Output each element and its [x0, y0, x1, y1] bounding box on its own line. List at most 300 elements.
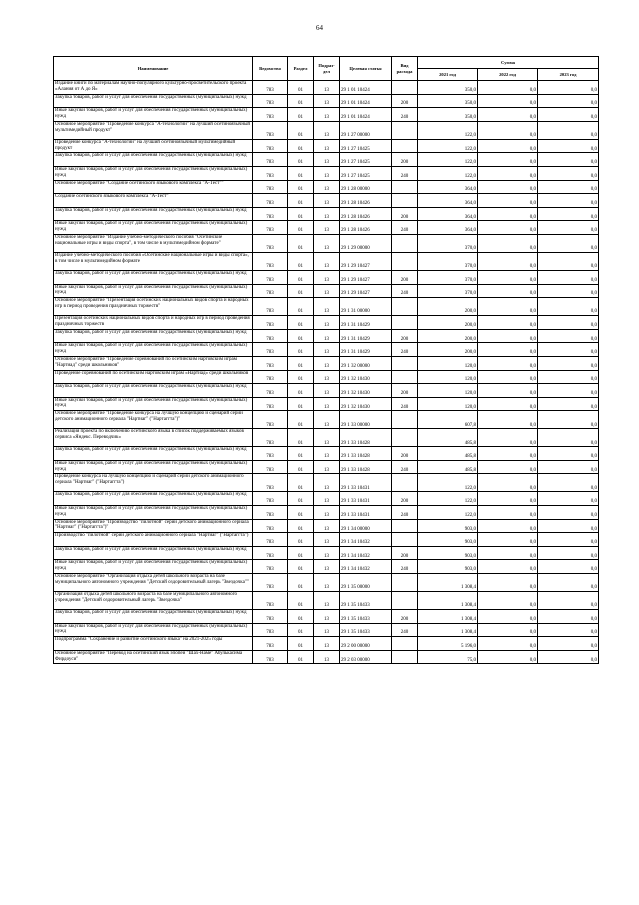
row-exptype: [392, 316, 418, 330]
row-subsection: 13: [314, 447, 340, 461]
row-2021: 370,0: [418, 270, 478, 284]
row-2021: 903,0: [418, 560, 478, 574]
row-exptype: 240: [392, 166, 418, 180]
row-2023: 0,0: [538, 574, 599, 592]
row-target: 29 1 34 00000: [340, 519, 392, 533]
row-2022: 0,0: [478, 356, 538, 370]
row-subsection: 13: [314, 411, 340, 429]
row-subsection: 13: [314, 574, 340, 592]
row-2022: 0,0: [478, 108, 538, 122]
row-target: 29 1 28 10426: [340, 194, 392, 208]
header-name: Наименование: [54, 57, 253, 81]
row-exptype: [392, 81, 418, 95]
row-2021: 122,0: [418, 121, 478, 139]
row-section: 01: [288, 533, 314, 547]
row-target: 29 1 31 10429: [340, 343, 392, 357]
row-2023: 0,0: [538, 506, 599, 520]
row-subsection: 13: [314, 560, 340, 574]
header-2021: 2021 год: [418, 69, 478, 81]
row-2023: 0,0: [538, 492, 599, 506]
row-2021: 1 308,4: [418, 623, 478, 637]
table-row: [54, 121, 599, 139]
table-row: [54, 519, 599, 533]
row-name: Иные закупки товаров, работ и услуг для обеспечения государственных (муниципальных) нужд: [54, 397, 253, 411]
header-2022: 2022 год: [478, 69, 538, 81]
row-dept: 783: [253, 153, 288, 167]
row-exptype: [392, 298, 418, 316]
table-row: [54, 533, 599, 547]
table-row: [54, 411, 599, 429]
row-2023: 0,0: [538, 180, 599, 194]
row-2023: 0,0: [538, 207, 599, 221]
row-target: 29 1 28 00000: [340, 180, 392, 194]
row-target: 29 1 35 10433: [340, 623, 392, 637]
row-2023: 0,0: [538, 592, 599, 610]
row-2022: 0,0: [478, 492, 538, 506]
row-2022: 0,0: [478, 623, 538, 637]
row-name: Закупка товаров, работ и услуг для обеспечения государственных (муниципальных) нужд: [54, 329, 253, 343]
row-2021: 200,0: [418, 343, 478, 357]
row-exptype: 240: [392, 506, 418, 520]
row-dept: 783: [253, 284, 288, 298]
row-name: Основное мероприятие "Проведение соревнований по осетинским нартовским играм "Нартиад" среди школьников": [54, 356, 253, 370]
row-subsection: 13: [314, 108, 340, 122]
row-dept: 783: [253, 329, 288, 343]
row-2023: 0,0: [538, 94, 599, 108]
row-name: Организация отдыха детей школьного возраста на базе муниципального автономного учреждения "Детский оздоровительный лагерь "Звездочка": [54, 592, 253, 610]
table-row: [54, 356, 599, 370]
row-section: 01: [288, 194, 314, 208]
table-row: [54, 153, 599, 167]
row-target: 29 1 32 10430: [340, 370, 392, 384]
row-2021: 122,0: [418, 474, 478, 492]
row-section: 01: [288, 397, 314, 411]
row-section: 01: [288, 221, 314, 235]
row-exptype: [392, 252, 418, 270]
row-exptype: [392, 121, 418, 139]
row-2023: 0,0: [538, 284, 599, 298]
row-2023: 0,0: [538, 411, 599, 429]
row-2021: 1 308,4: [418, 574, 478, 592]
row-exptype: 240: [392, 397, 418, 411]
row-target: 29 1 33 10428: [340, 447, 392, 461]
row-name: Проведение конкурса на лучшую концепцию и сценарий серии детского анимационного сериала "Нартиаг" ("Нартаггта"): [54, 474, 253, 492]
table-row: [54, 429, 599, 447]
row-section: 01: [288, 316, 314, 330]
row-subsection: 13: [314, 637, 340, 651]
row-target: 29 1 33 10431: [340, 506, 392, 520]
row-2021: 120,0: [418, 370, 478, 384]
row-target: 29 1 35 10433: [340, 592, 392, 610]
row-name: Иные закупки товаров, работ и услуг для обеспечения государственных (муниципальных) нужд: [54, 460, 253, 474]
row-subsection: 13: [314, 81, 340, 95]
row-2021: 75,0: [418, 650, 478, 664]
row-section: 01: [288, 81, 314, 95]
row-dept: 783: [253, 94, 288, 108]
row-dept: 783: [253, 180, 288, 194]
row-2021: 5 196,0: [418, 637, 478, 651]
row-2023: 0,0: [538, 370, 599, 384]
row-subsection: 13: [314, 519, 340, 533]
row-2021: 120,0: [418, 397, 478, 411]
table-row: [54, 370, 599, 384]
row-2023: 0,0: [538, 139, 599, 153]
row-exptype: [392, 519, 418, 533]
row-name: Проведение соревнований по осетинским нартовским играм «Нартиад» среди школьников: [54, 370, 253, 384]
row-name: Издание книги по материалам научно-популярного культурно-просветительского проекта «Алания от А до Я»: [54, 81, 253, 95]
row-section: 01: [288, 94, 314, 108]
row-section: 01: [288, 298, 314, 316]
row-target: 29 1 01 10424: [340, 81, 392, 95]
row-section: 01: [288, 180, 314, 194]
row-dept: 783: [253, 533, 288, 547]
row-2021: 364,0: [418, 221, 478, 235]
row-2021: 350,0: [418, 81, 478, 95]
row-dept: 783: [253, 207, 288, 221]
row-2021: 364,0: [418, 194, 478, 208]
row-exptype: 240: [392, 221, 418, 235]
row-section: 01: [288, 329, 314, 343]
row-dept: 783: [253, 429, 288, 447]
row-2021: 1 308,4: [418, 592, 478, 610]
row-dept: 783: [253, 384, 288, 398]
row-target: 29 1 27 10425: [340, 166, 392, 180]
row-exptype: [392, 370, 418, 384]
row-section: 01: [288, 447, 314, 461]
table-row: [54, 343, 599, 357]
row-exptype: 200: [392, 153, 418, 167]
table-row: [54, 270, 599, 284]
row-2022: 0,0: [478, 81, 538, 95]
row-2023: 0,0: [538, 533, 599, 547]
row-subsection: 13: [314, 234, 340, 252]
table-row: [54, 234, 599, 252]
row-2021: 120,0: [418, 384, 478, 398]
row-section: 01: [288, 637, 314, 651]
row-exptype: 200: [392, 492, 418, 506]
row-target: 29 1 33 10431: [340, 492, 392, 506]
row-target: 29 1 27 00000: [340, 121, 392, 139]
row-target: 29 1 28 10426: [340, 207, 392, 221]
row-exptype: 240: [392, 343, 418, 357]
table-row: [54, 329, 599, 343]
table-row: [54, 592, 599, 610]
row-target: 29 1 31 10429: [340, 329, 392, 343]
row-name: Закупка товаров, работ и услуг для обеспечения государственных (муниципальных) нужд: [54, 153, 253, 167]
row-name: Производство "пилотной" серии детского анимационного сериала "Нартиаг" ("Нартаггта"): [54, 533, 253, 547]
row-dept: 783: [253, 194, 288, 208]
row-2021: 370,0: [418, 234, 478, 252]
row-section: 01: [288, 650, 314, 664]
row-name: Основное мероприятие "Создание осетинского языкового комплекса "А-Тест"": [54, 180, 253, 194]
row-dept: 783: [253, 447, 288, 461]
row-subsection: 13: [314, 298, 340, 316]
row-name: Иные закупки товаров, работ и услуг для обеспечения государственных (муниципальных) нужд: [54, 343, 253, 357]
row-exptype: 240: [392, 460, 418, 474]
row-subsection: 13: [314, 194, 340, 208]
row-target: 29 1 31 10429: [340, 316, 392, 330]
table-row: [54, 574, 599, 592]
table-row: [54, 474, 599, 492]
row-dept: 783: [253, 637, 288, 651]
table-row: [54, 221, 599, 235]
row-2021: 485,8: [418, 429, 478, 447]
page-number: 64: [316, 24, 323, 32]
table-row: [54, 252, 599, 270]
header-target: Целевая статья: [340, 57, 392, 81]
row-target: 29 1 28 10426: [340, 221, 392, 235]
row-2022: 0,0: [478, 447, 538, 461]
row-section: 01: [288, 492, 314, 506]
row-2022: 0,0: [478, 121, 538, 139]
row-2021: 122,0: [418, 492, 478, 506]
row-2022: 0,0: [478, 460, 538, 474]
row-2021: 122,0: [418, 506, 478, 520]
row-2023: 0,0: [538, 356, 599, 370]
header-subsection: Подраз-дел: [314, 57, 340, 81]
budget-table: [53, 56, 599, 664]
row-name: Основное мероприятие "Проведение конкурса на лучшую концепцию и сценарий серии детского анимационного сериала "Нартиаг" ("Нартаггта")": [54, 411, 253, 429]
row-target: 29 1 29 00000: [340, 234, 392, 252]
row-name: Закупка товаров, работ и услуг для обеспечения государственных (муниципальных) нужд: [54, 492, 253, 506]
row-subsection: 13: [314, 650, 340, 664]
row-exptype: 200: [392, 329, 418, 343]
row-2022: 0,0: [478, 610, 538, 624]
row-2022: 0,0: [478, 637, 538, 651]
row-target: 29 1 35 10433: [340, 610, 392, 624]
row-2022: 0,0: [478, 343, 538, 357]
row-dept: 783: [253, 221, 288, 235]
row-dept: 783: [253, 592, 288, 610]
row-dept: 783: [253, 546, 288, 560]
row-2022: 0,0: [478, 153, 538, 167]
row-section: 01: [288, 270, 314, 284]
row-2021: 364,0: [418, 180, 478, 194]
row-exptype: 200: [392, 447, 418, 461]
row-name: Презентация осетинских национальных видов спорта и народных игр в период проведения праздничных торжеств: [54, 316, 253, 330]
row-dept: 783: [253, 650, 288, 664]
row-name: Иные закупки товаров, работ и услуг для обеспечения государственных (муниципальных) нужд: [54, 560, 253, 574]
row-name: Основное мероприятие "Производство "пилотной" серии детского анимационного сериала "Нартиаг" ("Нартаггта")": [54, 519, 253, 533]
row-2023: 0,0: [538, 252, 599, 270]
row-2021: 122,0: [418, 153, 478, 167]
row-dept: 783: [253, 460, 288, 474]
row-2022: 0,0: [478, 94, 538, 108]
row-name: Закупка товаров, работ и услуг для обеспечения государственных (муниципальных) нужд: [54, 207, 253, 221]
row-section: 01: [288, 411, 314, 429]
row-exptype: 200: [392, 94, 418, 108]
row-section: 01: [288, 592, 314, 610]
row-dept: 783: [253, 411, 288, 429]
row-2021: 200,0: [418, 329, 478, 343]
row-dept: 783: [253, 519, 288, 533]
row-2023: 0,0: [538, 108, 599, 122]
row-2023: 0,0: [538, 384, 599, 398]
row-target: 29 1 33 10431: [340, 474, 392, 492]
row-2023: 0,0: [538, 221, 599, 235]
row-2022: 0,0: [478, 533, 538, 547]
row-2021: 903,0: [418, 533, 478, 547]
row-exptype: [392, 356, 418, 370]
row-dept: 783: [253, 397, 288, 411]
row-exptype: 200: [392, 546, 418, 560]
row-2021: 120,0: [418, 356, 478, 370]
table-body: [54, 81, 599, 664]
row-dept: 783: [253, 474, 288, 492]
row-dept: 783: [253, 316, 288, 330]
row-dept: 783: [253, 356, 288, 370]
row-target: 29 1 29 10427: [340, 252, 392, 270]
row-target: 29 1 27 10425: [340, 153, 392, 167]
table-row: [54, 447, 599, 461]
row-2021: 903,0: [418, 519, 478, 533]
row-subsection: 13: [314, 546, 340, 560]
row-exptype: [392, 139, 418, 153]
row-name: Проведение конкурса "А-технологии" на лучший осетиноязычный мультимедийный продукт: [54, 139, 253, 153]
row-2023: 0,0: [538, 270, 599, 284]
row-exptype: 240: [392, 284, 418, 298]
row-2022: 0,0: [478, 252, 538, 270]
row-name: Иные закупки товаров, работ и услуг для обеспечения государственных (муниципальных) нужд: [54, 221, 253, 235]
row-subsection: 13: [314, 533, 340, 547]
table-row: [54, 207, 599, 221]
row-subsection: 13: [314, 592, 340, 610]
table-row: [54, 298, 599, 316]
row-subsection: 13: [314, 207, 340, 221]
row-2022: 0,0: [478, 270, 538, 284]
row-2021: 364,0: [418, 207, 478, 221]
table-row: [54, 81, 599, 95]
row-2021: 370,0: [418, 284, 478, 298]
row-dept: 783: [253, 234, 288, 252]
row-2023: 0,0: [538, 329, 599, 343]
row-2021: 607,8: [418, 411, 478, 429]
table-row: [54, 492, 599, 506]
row-name: Основное мероприятие "Проведение конкурса "А-технологии" на лучший осетиноязычный мультимедийный продукт": [54, 121, 253, 139]
row-name: Подпрограмма "Сохранение и развитие осетинского языка" на 2021-2025 годы: [54, 637, 253, 651]
row-dept: 783: [253, 121, 288, 139]
row-2021: 485,8: [418, 460, 478, 474]
row-exptype: 200: [392, 270, 418, 284]
row-subsection: 13: [314, 384, 340, 398]
row-2022: 0,0: [478, 474, 538, 492]
row-target: 29 1 32 10430: [340, 397, 392, 411]
row-section: 01: [288, 560, 314, 574]
row-subsection: 13: [314, 610, 340, 624]
row-2022: 0,0: [478, 560, 538, 574]
row-subsection: 13: [314, 139, 340, 153]
row-2023: 0,0: [538, 546, 599, 560]
row-section: 01: [288, 610, 314, 624]
row-exptype: [392, 234, 418, 252]
row-dept: 783: [253, 108, 288, 122]
table-row: [54, 506, 599, 520]
row-2023: 0,0: [538, 610, 599, 624]
row-dept: 783: [253, 560, 288, 574]
row-section: 01: [288, 356, 314, 370]
row-dept: 783: [253, 252, 288, 270]
row-target: 29 1 29 10427: [340, 284, 392, 298]
row-section: 01: [288, 234, 314, 252]
row-2021: 200,0: [418, 316, 478, 330]
row-subsection: 13: [314, 460, 340, 474]
row-subsection: 13: [314, 166, 340, 180]
row-2022: 0,0: [478, 180, 538, 194]
row-subsection: 13: [314, 397, 340, 411]
table-row: [54, 650, 599, 664]
table-row: [54, 316, 599, 330]
row-exptype: 240: [392, 560, 418, 574]
row-target: 29 1 32 10430: [340, 384, 392, 398]
row-name: Основное мероприятие "Организация отдыха детей школьного возраста на базе муниципального автономного учреждения "Детский оздоровительный лагерь "Звездочка"": [54, 574, 253, 592]
row-name: Создание осетинского языкового комплекса "А-Тест": [54, 194, 253, 208]
row-subsection: 13: [314, 284, 340, 298]
row-target: 29 1 34 10432: [340, 546, 392, 560]
table-row: [54, 610, 599, 624]
row-name: Основное мероприятие "Издание учебно-методического пособия "Осетинские национальные игры и виды спорта", в том числе в мультимедийном формате": [54, 234, 253, 252]
row-2023: 0,0: [538, 194, 599, 208]
row-target: 29 1 33 10428: [340, 429, 392, 447]
row-2022: 0,0: [478, 519, 538, 533]
row-name: Закупка товаров, работ и услуг для обеспечения государственных (муниципальных) нужд: [54, 94, 253, 108]
row-target: 29 1 27 10425: [340, 139, 392, 153]
row-name: Иные закупки товаров, работ и услуг для обеспечения государственных (муниципальных) нужд: [54, 623, 253, 637]
row-2023: 0,0: [538, 121, 599, 139]
row-target: 29 1 35 00000: [340, 574, 392, 592]
row-section: 01: [288, 343, 314, 357]
row-exptype: [392, 592, 418, 610]
table-row: [54, 637, 599, 651]
row-exptype: [392, 574, 418, 592]
row-target: 29 1 29 10427: [340, 270, 392, 284]
row-name: Реализация проекта по включению осетинского языка в список поддерживаемых языков сервиса «Яндекс. Переводчик»: [54, 429, 253, 447]
row-2023: 0,0: [538, 397, 599, 411]
row-section: 01: [288, 284, 314, 298]
row-2022: 0,0: [478, 370, 538, 384]
row-subsection: 13: [314, 343, 340, 357]
row-exptype: [392, 429, 418, 447]
row-exptype: [392, 637, 418, 651]
row-subsection: 13: [314, 623, 340, 637]
row-2023: 0,0: [538, 234, 599, 252]
row-target: 29 1 32 00000: [340, 356, 392, 370]
header-2023: 2023 год: [538, 69, 599, 81]
row-2022: 0,0: [478, 139, 538, 153]
row-target: 29 1 31 00000: [340, 298, 392, 316]
row-2023: 0,0: [538, 650, 599, 664]
row-name: Закупка товаров, работ и услуг для обеспечения государственных (муниципальных) нужд: [54, 384, 253, 398]
header-exptype: Вид расхода: [392, 57, 418, 81]
row-2023: 0,0: [538, 298, 599, 316]
row-2022: 0,0: [478, 574, 538, 592]
row-section: 01: [288, 108, 314, 122]
table-row: [54, 180, 599, 194]
row-2021: 122,0: [418, 139, 478, 153]
row-2021: 350,0: [418, 108, 478, 122]
table-row: [54, 384, 599, 398]
row-2021: 200,0: [418, 298, 478, 316]
row-name: Иные закупки товаров, работ и услуг для обеспечения государственных (муниципальных) нужд: [54, 506, 253, 520]
row-2022: 0,0: [478, 166, 538, 180]
row-dept: 783: [253, 270, 288, 284]
row-subsection: 13: [314, 121, 340, 139]
row-subsection: 13: [314, 506, 340, 520]
row-2023: 0,0: [538, 623, 599, 637]
row-2023: 0,0: [538, 316, 599, 330]
row-2021: 122,0: [418, 166, 478, 180]
row-exptype: 200: [392, 610, 418, 624]
row-dept: 783: [253, 81, 288, 95]
